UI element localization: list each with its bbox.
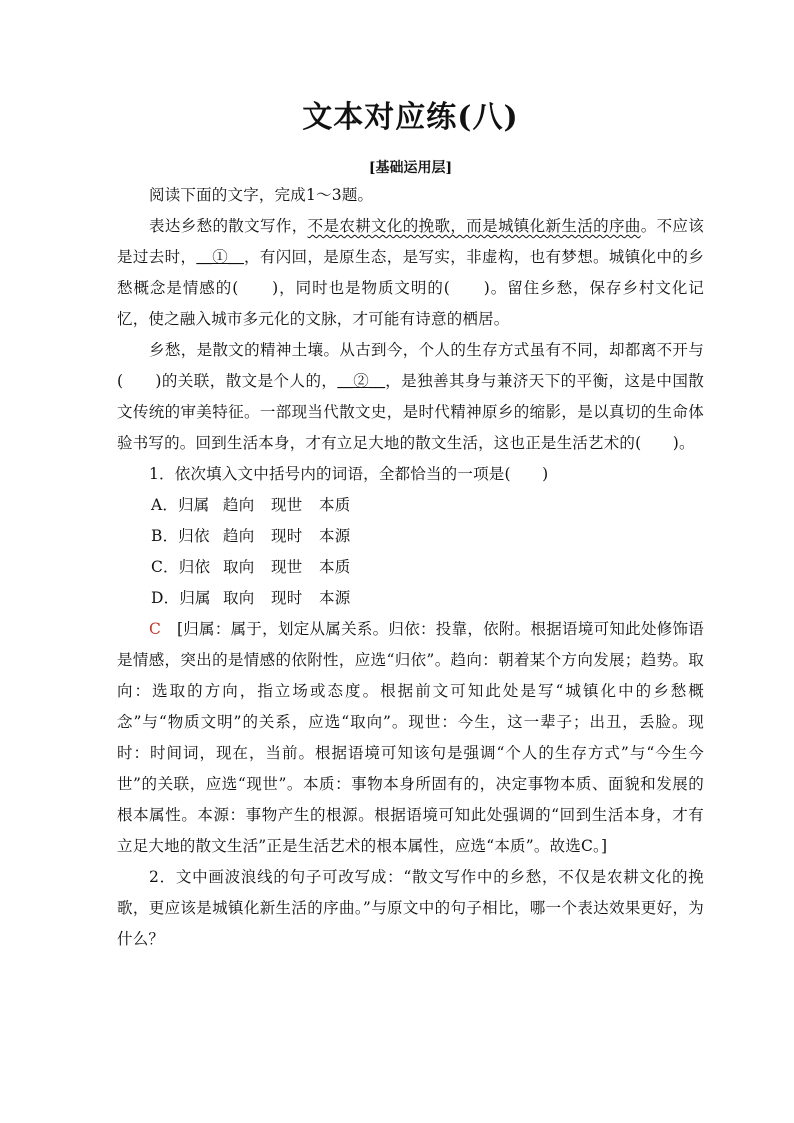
para1-rest1: 。不应该是过去时，: [117, 217, 704, 266]
blank-2: ＿②＿: [337, 372, 386, 390]
page-title: 文本对应练(八): [302, 100, 519, 135]
section-heading: [基础运用层]: [368, 160, 453, 176]
answer-letter: C: [149, 620, 162, 638]
question-1: 1．依次填入文中括号内的词语，全都恰当的一项是( ): [149, 465, 549, 483]
para1-lead: 表达乡愁的散文写作，: [149, 217, 308, 235]
para2-part2: ，是独善其身与兼济天下的平衡，这是中国散文传统的审美特征。一部现当代散文史，是时代精神原乡的缩影，是以真切的生命体验书写的。回到生活本身，才有立足大地的散文生活，这也正是生活艺术的( )。: [117, 372, 704, 452]
answer-text: [归属：属于，划定从属关系。归依：投靠，依附。根据语境可知此处修饰语是情感，突出的是情感的依附性，应选“归依”。趋向：朝着某个方向发展；趋势。取向：选取的方向，指立场或态度。根据前文可知此处是写“城镇化中的乡愁概念”与“物质文明”的关系，应选“取向”。现世：今生，这一辈子；出丑，丢脸。现时：时间词，现在，当前。根据语境可知该句是强调“个人的生存方式”与“今生今世”的关联，应选“现世”。本质：事物本身所固有的，决定事物本质、面貌和发展的根本属性。本源：事物产生的根源。根据语境可知此处强调的“回到生活本身，才有立足大地的散文生活”正是生活艺术的根本属性，应选“本质”。故选C。]: [117, 620, 704, 855]
wavy-underlined-sentence: 不是农耕文化的挽歌，而是城镇化新生活的序曲: [307, 217, 641, 235]
answer-explanation: [117, 614, 704, 862]
option-d: D．归属 取向 现时 本源: [151, 589, 351, 607]
blank-1: ＿①＿: [196, 248, 244, 266]
passage-paragraph-1: [117, 211, 704, 335]
intro-line: 阅读下面的文字，完成1～3题。: [149, 186, 374, 204]
option-b: B．归依 趋向 现时 本源: [151, 527, 351, 545]
para2-part1: 乡愁，是散文的精神土壤。从古到今，个人的生存方式虽有不同，却都离不开与( )的关联，散文是个人的，: [117, 341, 704, 390]
option-c: C．归依 取向 现世 本质: [151, 558, 351, 576]
option-a: A．归属 趋向 现世 本质: [151, 496, 351, 514]
question-2: 2．文中画波浪线的句子可改写成：“散文写作中的乡愁，不仅是农耕文化的挽歌，更应该是城镇化新生活的序曲。”与原文中的句子相比，哪一个表达效果更好，为什么？: [117, 868, 704, 948]
passage-paragraph-2: [117, 335, 704, 459]
para1-rest2: ，有闪回，是原生态，是写实，非虚构，也有梦想。城镇化中的乡愁概念是情感的( )，同时也是物质文明的( )。留住乡愁，保存乡村文化记忆，使之融入城市多元化的文脉，才可能有诗意的栖居。: [117, 248, 704, 328]
